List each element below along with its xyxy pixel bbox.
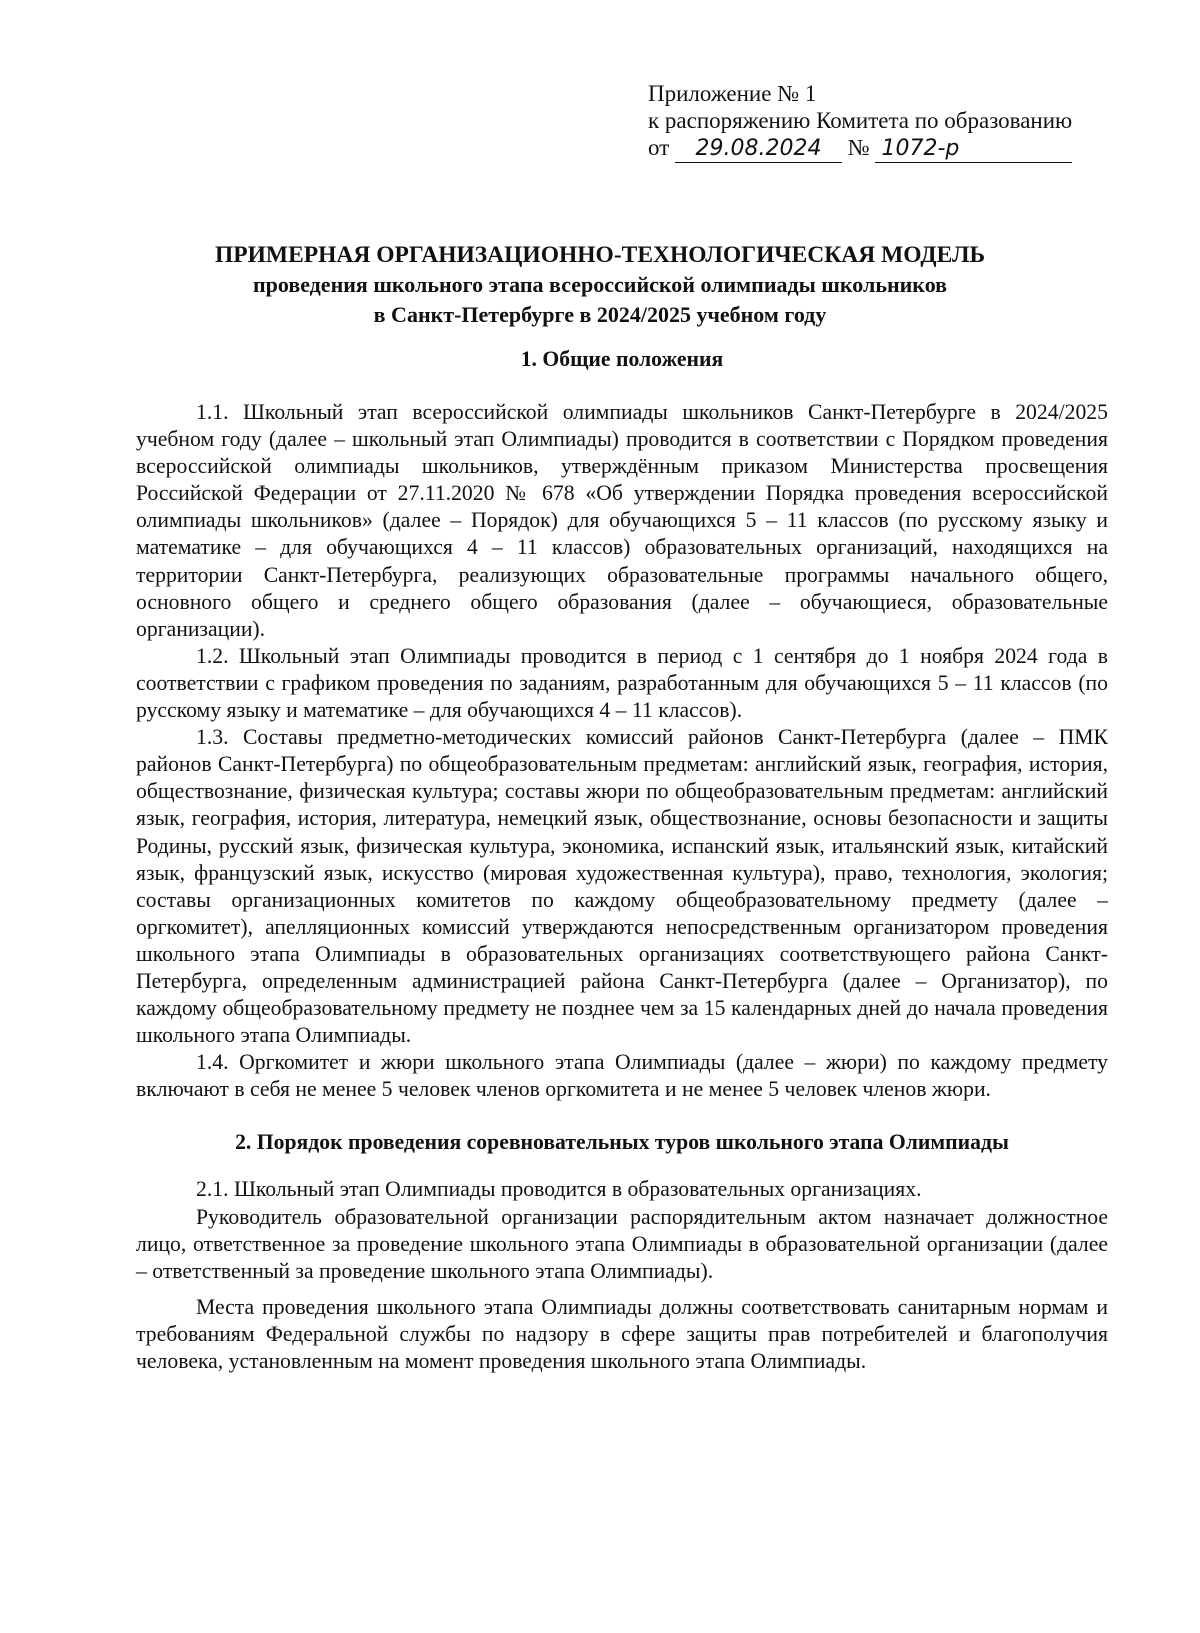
section-2-heading: 2. Порядок проведения соревновательных туров школьного этапа Олимпиады: [235, 1130, 1009, 1155]
annex-header: [648, 80, 1108, 163]
annex-title: Приложение № 1: [648, 81, 817, 106]
annex-order-reference: к распоряжению Комитета по образованию: [648, 108, 1073, 133]
from-label: от: [648, 135, 670, 160]
handwritten-number: 1072-р: [875, 138, 1072, 163]
paragraph-gap: [136, 1285, 1108, 1294]
paragraph-1-4: 1.4. Оргкомитет и жюри школьного этапа Олимпиады (далее – жюри) по каждому предмету включают в себя не менее 5 человек членов оргкомитета и не менее 5 человек членов жюри.: [136, 1050, 1108, 1102]
annex-date-number-line: [648, 134, 1108, 163]
number-label: №: [847, 135, 870, 160]
document-body: [136, 346, 1108, 1375]
title-line-2: проведения школьного этапа всероссийской олимпиады школьников: [252, 272, 948, 297]
paragraph-2-1: 2.1. Школьный этап Олимпиады проводится в образовательных организациях.: [196, 1177, 922, 1202]
paragraph-2-1-responsible: Руководитель образовательной организации распорядительным актом назначает должностное лицо, ответственное за проведение школьного этапа Олимпиады в образовательной организации (далее – ответственный за проведение школьного этапа Олимпиады).: [136, 1204, 1108, 1283]
section-1-heading: 1. Общие положения: [520, 347, 724, 371]
faint-footer-artifact: [820, 1614, 1120, 1624]
paragraph-1-2: 1.2. Школьный этап Олимпиады проводится в период с 1 сентября до 1 ноября 2024 года в соответствии с графиком проведения по заданиям, разработанным для обучающихся 5 – 11 классов (по русскому языку и математике – для обучающихся 4 – 11 классов).: [136, 643, 1108, 723]
document-title: [110, 240, 1090, 330]
paragraph-1-3: 1.3. Составы предметно-методических комиссий районов Санкт-Петербурга (далее – ПМК районов Санкт-Петербурга) по общеобразовательным предметам: английский язык, география, история, обществознание, физическая культура; составы жюри по общеобразовательным предметам: английский язык, география, история, литература, немецкий язык, обществознание, основы безопасности и защиты Родины, русский язык, физическая культура, экономика, испанский язык, итальянский язык, китайский язык, французский язык, искусство (мировая художественная культура), право, технология, экология; составы организационных комитетов по каждому общеобразовательному предмету (далее – оргкомитет), апелляционных комиссий утверждаются непосредственным организатором проведения школьного этапа Олимпиады в образовательных организациях соответствующего района Санкт-Петербурга, определенным администрацией района Санкт-Петербурга (далее – Организатор), по каждому общеобразовательному предмету не позднее чем за 15 календарных дней до начала проведения школьного этапа Олимпиады.: [136, 725, 1108, 1048]
title-line-3: в Санкт-Петербурге в 2024/2025 учебном году: [373, 302, 827, 327]
title-line-1: ПРИМЕРНАЯ ОРГАНИЗАЦИОННО-ТЕХНОЛОГИЧЕСКАЯ МОДЕЛЬ: [215, 242, 985, 268]
paragraph-1-1: 1.1. Школьный этап всероссийской олимпиады школьников Санкт-Петербурге в 2024/2025 учебном году (далее – школьный этап Олимпиады) проводится в соответствии с Порядком проведения всероссийской олимпиады школьников, утверждённым приказом Министерства просвещения Российской Федерации от 27.11.2020 № 678 «Об утверждении Порядка проведения всероссийской олимпиады школьников» (далее – Порядок) для обучающихся 5 – 11 классов (по русскому языку и математике – для обучающихся 4 – 11 классов) образовательных организаций, находящихся на территории Санкт-Петербурга, реализующих образовательные программы начального общего, основного общего и среднего общего образования (далее – обучающиеся, образовательные организации).: [136, 400, 1108, 641]
handwritten-date: 29.08.2024: [675, 138, 842, 163]
paragraph-2-1-venues: Места проведения школьного этапа Олимпиады должны соответствовать санитарным нормам и требованиям Федеральной службы по надзору в сфере защиты прав потребителей и благополучия человека, установленным на момент проведения школьного этапа Олимпиады.: [136, 1294, 1108, 1373]
